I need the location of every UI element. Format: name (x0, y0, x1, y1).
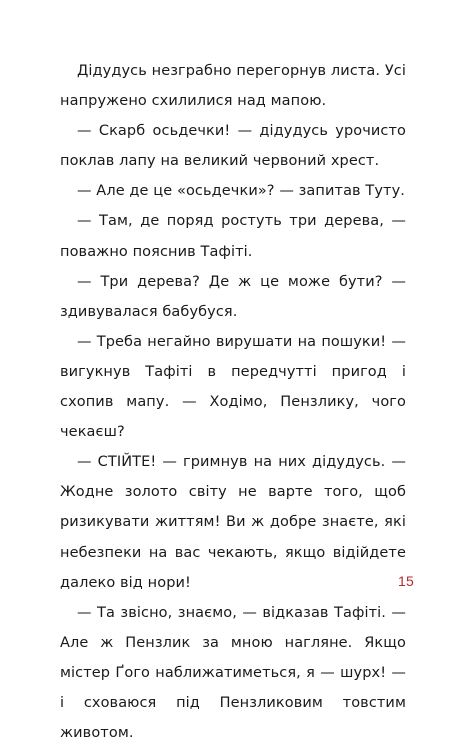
paragraph: — Але де це «осьдечки»? — запитав Туту. (77, 183, 405, 200)
page-number: 15 (398, 573, 414, 589)
paragraph: — Треба негайно вирушати на пошуки! — вигукнув Тафіті в передчутті пригод і схопив мапу. — Ходімо, Пензлику, чого чекаєш? (60, 333, 406, 441)
paragraph: Дідудусь незграбно перегорнув листа. Усі напружено схилилися над мапою. (60, 63, 406, 110)
body-text (60, 56, 406, 748)
paragraph: — Та звісно, знаємо, — відказав Тафіті. — Але ж Пензлик за мною нагляне. Якщо містер Ґого наближатиметься, я — шурх! — і сховаюся під Пензликовим товстим животом. (60, 604, 406, 742)
paragraph: — Скарб осьдечки! — дідудусь урочисто поклав лапу на великий червоний хрест. (60, 123, 406, 170)
paragraph: — Там, де поряд ростуть три дерева, — поважно пояснив Тафіті. (60, 213, 406, 260)
paragraph: — Три дерева? Де ж це може бути? — здивувалася бабубуся. (60, 273, 406, 320)
paragraph: — СТІЙТЕ! — гримнув на них дідудусь. — Жодне золото світу не варте того, щоб ризикувати життям! Ви ж добре знаєте, які небезпеки на вас чекають, якщо відійдете далеко від нори! (60, 454, 406, 591)
